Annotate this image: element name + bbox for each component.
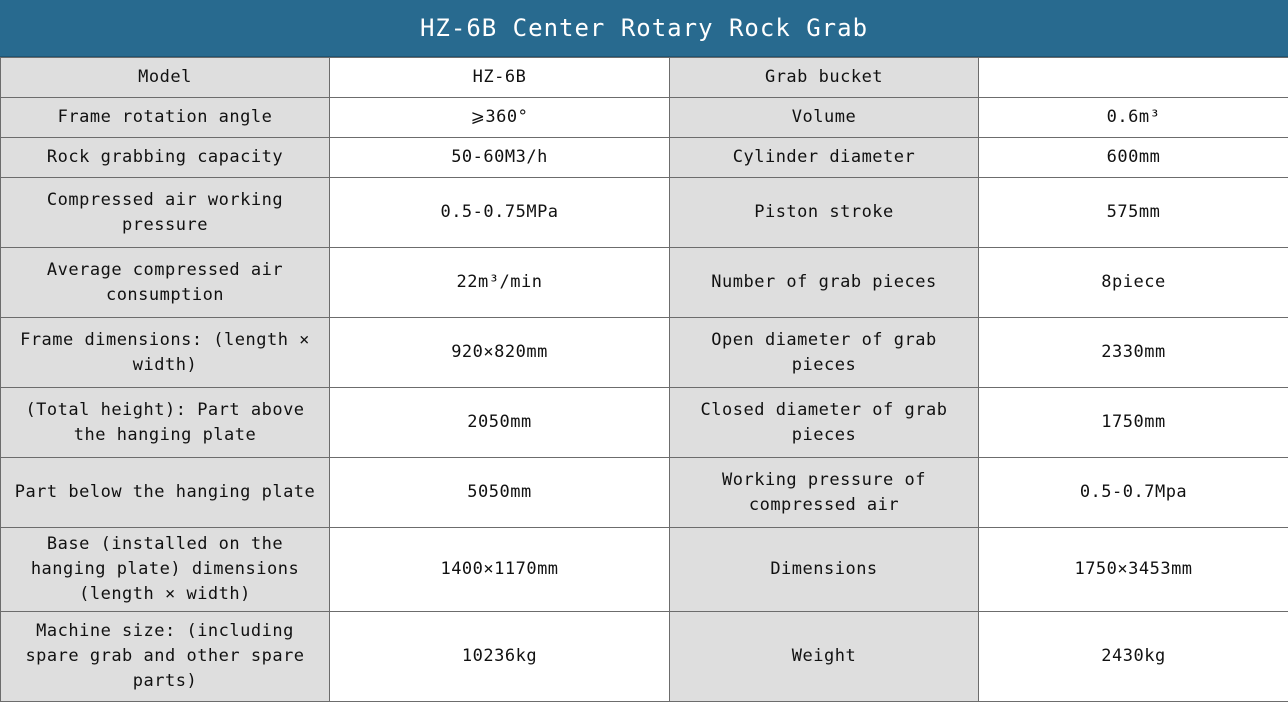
param-label: Number of grab pieces bbox=[670, 248, 979, 318]
param-label: Frame rotation angle bbox=[1, 98, 330, 138]
param-value: 0.5-0.75MPa bbox=[330, 178, 670, 248]
param-label: (Total height): Part above the hanging plate bbox=[1, 388, 330, 458]
param-label: Machine size: (including spare grab and other spare parts) bbox=[1, 612, 330, 702]
table-row bbox=[1, 248, 1288, 318]
param-value: 22m³/min bbox=[330, 248, 670, 318]
table-row bbox=[1, 458, 1288, 528]
param-value: 8piece bbox=[979, 248, 1288, 318]
table-title: HZ-6B Center Rotary Rock Grab bbox=[0, 0, 1288, 57]
param-label: Open diameter of grab pieces bbox=[670, 318, 979, 388]
param-value: 600mm bbox=[979, 138, 1288, 178]
param-label: Weight bbox=[670, 612, 979, 702]
param-label: Volume bbox=[670, 98, 979, 138]
param-value: 2330mm bbox=[979, 318, 1288, 388]
param-label: Working pressure of compressed air bbox=[670, 458, 979, 528]
param-label: Grab bucket bbox=[670, 58, 979, 98]
table-row bbox=[1, 528, 1288, 612]
spec-table bbox=[0, 57, 1288, 702]
table-row bbox=[1, 138, 1288, 178]
param-value: 0.5-0.7Mpa bbox=[979, 458, 1288, 528]
param-value: 10236kg bbox=[330, 612, 670, 702]
param-value: HZ-6B bbox=[330, 58, 670, 98]
param-value: 5050mm bbox=[330, 458, 670, 528]
table-row bbox=[1, 98, 1288, 138]
param-value: 1750mm bbox=[979, 388, 1288, 458]
param-value: 575mm bbox=[979, 178, 1288, 248]
table-row bbox=[1, 58, 1288, 98]
param-label: Frame dimensions: (length × width) bbox=[1, 318, 330, 388]
param-label: Model bbox=[1, 58, 330, 98]
param-label: Base (installed on the hanging plate) dimensions (length × width) bbox=[1, 528, 330, 612]
param-label: Piston stroke bbox=[670, 178, 979, 248]
param-value: 2050mm bbox=[330, 388, 670, 458]
param-label: Part below the hanging plate bbox=[1, 458, 330, 528]
param-value bbox=[979, 58, 1288, 98]
param-label: Dimensions bbox=[670, 528, 979, 612]
param-value: 1750×3453mm bbox=[979, 528, 1288, 612]
param-value: 1400×1170mm bbox=[330, 528, 670, 612]
param-label: Closed diameter of grab pieces bbox=[670, 388, 979, 458]
table-row bbox=[1, 612, 1288, 702]
param-value: 0.6m³ bbox=[979, 98, 1288, 138]
param-label: Compressed air working pressure bbox=[1, 178, 330, 248]
table-row bbox=[1, 318, 1288, 388]
param-label: Cylinder diameter bbox=[670, 138, 979, 178]
param-label: Average compressed air consumption bbox=[1, 248, 330, 318]
table-row bbox=[1, 388, 1288, 458]
param-value: 2430kg bbox=[979, 612, 1288, 702]
param-value: 50-60M3/h bbox=[330, 138, 670, 178]
param-value: 920×820mm bbox=[330, 318, 670, 388]
table-row bbox=[1, 178, 1288, 248]
param-label: Rock grabbing capacity bbox=[1, 138, 330, 178]
param-value: ⩾360° bbox=[330, 98, 670, 138]
